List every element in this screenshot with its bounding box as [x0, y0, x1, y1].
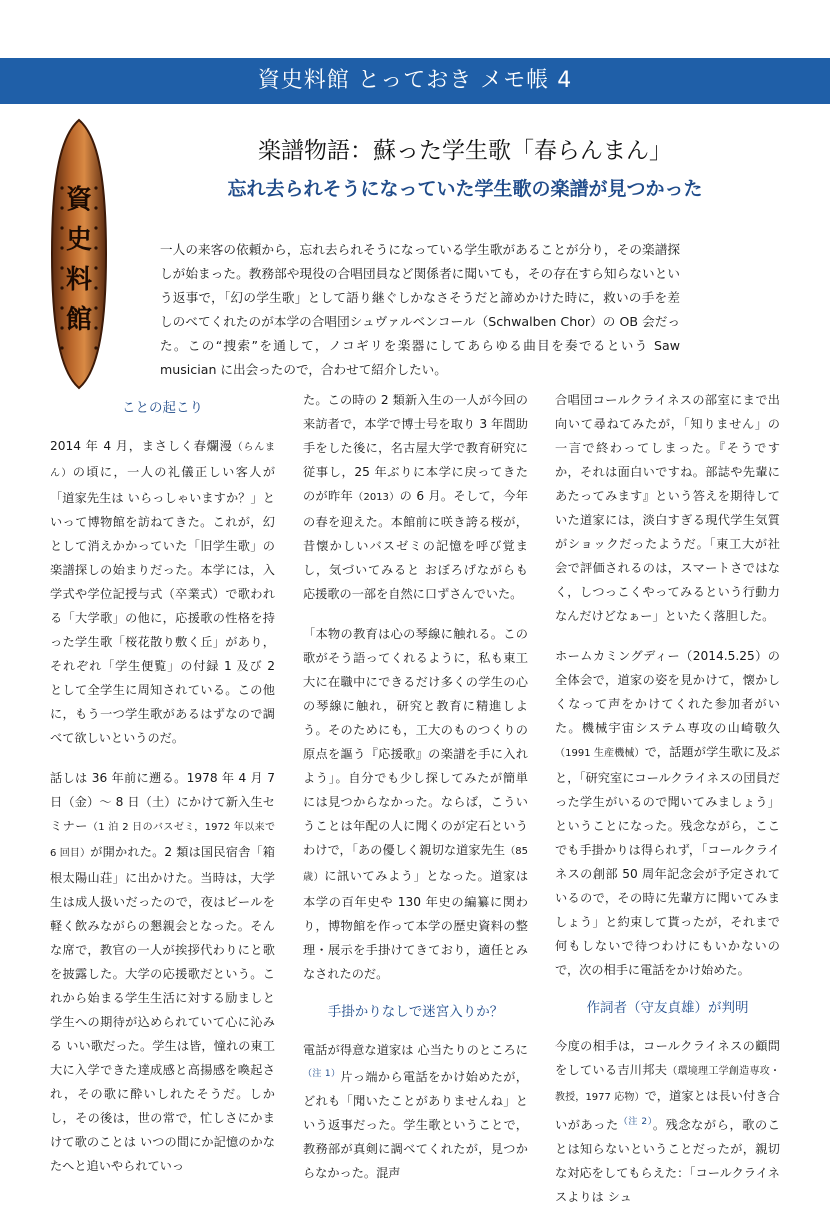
paragraph: 電話が得意な道家は 心当たりのところに$^{(注 1)}$片っ端から電話をかけ始めたが，どれも「聞いたことがありませんね」という返事だった。学生歌ということで，教務部が真剣に調べてくれたが，見つからなかった。混声 [303, 1043, 528, 1181]
article-subtitle: 忘れ去られそうになっていた学生歌の楽譜が見つかった [227, 178, 703, 200]
svg-text:料: 料 [65, 265, 93, 295]
column-2 [303, 388, 528, 1185]
paragraph: 「本物の教育は心の琴線に触れる。この歌がそう語ってくれるように，私も東工大に在職中にできるだけ多くの学生の心の琴線に触れ，研究と教育に精進しよう。そのためにも，工大のものつくりの原点を謳う『応援歌』の楽譜を手に入れよう」。自分でも少し探してみたが簡単には見つからなかった。ならば，こういうことは年配の人に聞くのが定石というわけで，「あの優しく親切な道家先生（85 歳）に訊いてみよう」となった。道家は本学の百年史や 130 年史の編纂に関わり，博物館を作って本学の歴史資料の整理・展示を手掛けてきており，適任とみなされたのだ。 [303, 627, 529, 981]
paragraph: 今度の相手は，コールクライネスの顧問をしている吉川邦夫（環境理工学創造専攻・教授，1977 応物）で，道家とは長い付き合いがあった$^{(注 2)}$。残念ながら，歌のことは知らないということだったが，親切な対応をしてもらえた：「コールクライネスよりは シュ [555, 1039, 781, 1205]
paragraph: 合唱団コールクライネスの部室にまで出向いて尋ねてみたが，「知りません」の一言で終わってしまった。『そうですか，それは面白いですね。部誌や先輩にあたってみます』という答えを期待していた道家には，淡白すぎる現代学生気質がショックだったようだ。「東工大が社会で評価されるのは，スマートさではなく，しつっこくやってみるという行動力なんだけどなぁー」といたく落胆した。 [555, 393, 780, 623]
footnote-marker: （注 2） [618, 1117, 653, 1127]
footnote-marker: （注 1） [303, 1069, 341, 1079]
paragraph: た。この時の 2 類新入生の一人が今回の来訪者で，本学で博士号を取り 3 年間助手をした後に，名古屋大学で教育研究に従事し，25 年ぶりに本学に戻ってきたのが昨年（2013）の 6 月。そして，今年の春を迎えた。本館前に咲き誇る桜が，昔懐かしいバスゼミの記憶を呼び覚まし，気づいてみると おぼろげながらも 応援歌の一部を自然に口ずさんでいた。 [303, 393, 528, 601]
header-title: 資史料館 とっておき メモ帳 4 [257, 68, 573, 93]
archive-plaque-logo [50, 118, 108, 390]
svg-text:史: 史 [65, 225, 93, 255]
paragraph: 2014 年 4 月，まさしく春爛漫（らんまん）の頃に，一人の礼儀正しい客人が「道家先生は いらっしゃいますか？」といって博物館を訪ねてきた。これが，幻として消えかかっていた「旧学生歌」の楽譜探しの始まりだった。本学には，入学式や学位記授与式（卒業式）で歌われる「大学歌」の他に，応援歌の性格を持った学生歌「桜花散り敷く丘」があり，それぞれ「学生便覧」の付録 1 及び 2 として全学生に周知されている。この他に，もう一つ学生歌があるはずなので調べて欲しいというのだ。 [50, 439, 276, 745]
column-1 [50, 388, 275, 1178]
svg-text:資: 資 [65, 185, 93, 215]
article-title: 楽譜物語：蘇った学生歌「春らんまん」 [258, 138, 672, 164]
section-heading-origin: ことの起こり [122, 400, 203, 416]
section-heading-lyricist: 作詞者（守友貞雄）が判明 [586, 1000, 749, 1016]
column-3 [555, 388, 780, 1209]
header-banner [0, 58, 830, 104]
paragraph: 話しは 36 年前に遡る。1978 年 4 月 7 日（金）～ 8 日（土）にかけて新入生セミナー（1 泊 2 日のバスゼミ，1972 年以来で 6 回目）が開かれた。2 類は国民宿舎「箱根太陽山荘」に出かけた。当時は，大学生は成人扱いだったので，夜はビールを軽く飲みながらの懇親会となった。そんな席で，教官の一人が挨拶代わりにと歌を披露した。大学の応援歌だという。これから始まる学生生活に対する励ましと学生への期待が込められていて心に沁みる いい歌だった。学生は皆，憧れの東工大に入学できた達成感と高揚感を喚起され，その歌に酔いしれたそうだ。しかし，その後は，世の常で，忙しさにかまけて歌のことは いつの間にか記憶のかなたへと追いやられていっ [50, 771, 276, 1173]
svg-text:館: 館 [65, 305, 93, 335]
article-intro: 一人の来客の依頼から，忘れ去られそうになっている学生歌があることが分り，その楽譜探しが始まった。教務部や現役の合唱団員など関係者に聞いても，その存在すら知らないという返事で，「幻の学生歌」として語り継ぐしかなさそうだと諦めかけた時に，救いの手を差しのべてくれたのが本学の合唱団シュヴァルベンコール（Schwalben Chor）の OB 会だった。この“捜索”を通して，ノコギリを楽器にしてあらゆる曲目を奏でるという Saw musician に出会ったので，合わせて紹介したい。 [160, 242, 680, 377]
section-heading-no-clue: 手掛かりなしで迷宮入りか？ [327, 1004, 504, 1020]
paragraph: ホームカミングディー（2014.5.25）の全体会で，道家の姿を見かけて，懐かしくなって声をかけてくれた参加者がいた。機械宇宙システム専攻の山崎敬久（1991 生産機械）で，話題が学生歌に及ぶと，「研究室にコールクライネスの団員だった学生がいるので聞いてみましょう」ということになった。残念ながら，ここでも手掛かりは得られず，「コールクライネスの創部 50 周年記念会が予定されているので，その時に先輩方に聞いてみましょう」と約束して貰ったが，それまで何もしないで待つわけにもいかないので，次の相手に電話をかけ始めた。 [555, 649, 780, 977]
